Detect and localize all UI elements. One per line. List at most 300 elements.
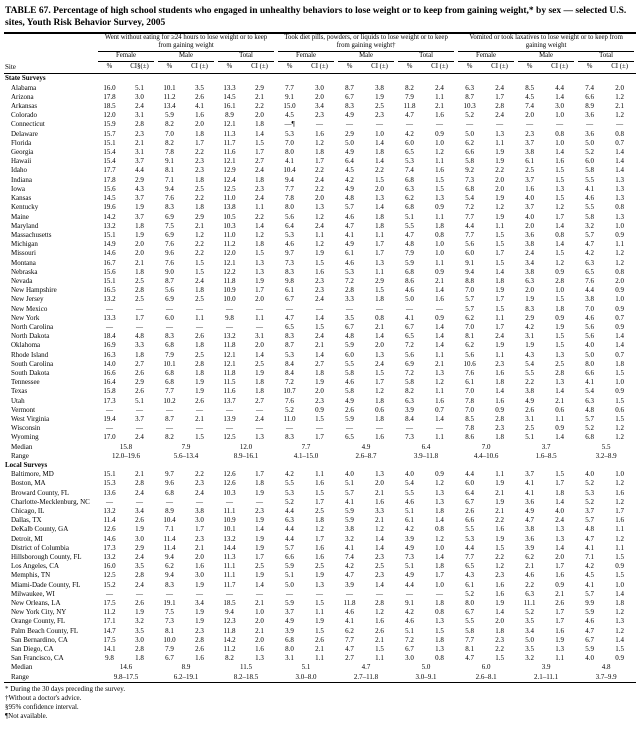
value-cell: 1.0: [555, 286, 564, 295]
value-cell: 3.0: [195, 571, 204, 580]
value-cell: 1.4: [255, 580, 264, 589]
summary-value-cell: 12.0: [239, 442, 253, 451]
value-cell: 8.3: [525, 304, 534, 313]
site-cell: DeKalb County, GA: [11, 525, 69, 534]
value-cell: 1.5: [495, 240, 504, 249]
value-cell: 5.5: [405, 488, 414, 497]
value-cell: 2.6: [465, 507, 474, 515]
value-cell: —: [286, 424, 294, 433]
value-cell: 11.1: [223, 562, 236, 571]
value-cell: 1.1: [615, 543, 624, 552]
table-row: [4, 157, 636, 166]
value-cell: 1.1: [555, 414, 564, 423]
value-cell: 1.2: [615, 249, 624, 258]
value-cell: 0.9: [435, 203, 444, 212]
value-cell: 1.8: [255, 240, 264, 249]
value-cell: —: [466, 120, 474, 129]
value-cell: —: [166, 424, 173, 433]
value-cell: 1.1: [555, 654, 564, 663]
value-cell: 11.8: [343, 599, 356, 608]
value-cell: 1.8: [315, 148, 324, 157]
value-cell: 13.3: [103, 313, 116, 322]
value-cell: 1.9: [195, 378, 204, 387]
value-cell: 2.4: [375, 359, 384, 368]
value-cell: 14.6: [103, 534, 116, 543]
value-cell: 5.8: [585, 212, 594, 221]
value-cell: 1.8: [135, 267, 144, 276]
site-cell: North Carolina: [11, 322, 54, 331]
value-cell: 14.4: [223, 543, 236, 552]
value-cell: 0.9: [555, 313, 564, 322]
value-cell: 4.1: [525, 479, 534, 488]
value-cell: 8.9: [165, 507, 174, 515]
value-cell: 1.5: [315, 488, 324, 497]
value-cell: 2.0: [615, 83, 624, 92]
value-cell: 4.6: [345, 378, 354, 387]
value-cell: 6.8: [405, 203, 414, 212]
value-cell: 5.1: [405, 562, 414, 571]
value-cell: 15.4: [103, 157, 116, 166]
value-cell: 4.4: [555, 83, 564, 92]
value-cell: 1.2: [615, 626, 624, 635]
value-cell: 1.6: [435, 396, 444, 405]
value-cell: 1.1: [495, 470, 504, 479]
value-cell: 2.8: [135, 479, 144, 488]
value-cell: 6.6: [465, 516, 474, 525]
value-cell: 2.1: [315, 341, 324, 350]
value-cell: 0.6: [615, 405, 624, 414]
value-cell: 16.5: [103, 286, 116, 295]
value-cell: 1.9: [495, 148, 504, 157]
site-cell: Georgia: [11, 148, 34, 157]
value-cell: 19.6: [103, 203, 116, 212]
table-header: [4, 33, 636, 74]
sex-header-label: Female: [98, 52, 154, 62]
unit-header-row: [4, 62, 636, 74]
value-cell: 2.1: [315, 645, 324, 654]
value-cell: 5.3: [345, 267, 354, 276]
value-cell: 6.8: [585, 433, 594, 442]
value-cell: 5.3: [285, 488, 294, 497]
value-cell: 1.2: [375, 387, 384, 396]
percent-header: %: [396, 62, 423, 74]
value-cell: 9.6: [165, 249, 174, 258]
site-cell: Utah: [11, 396, 25, 405]
site-cell: Maryland: [11, 221, 39, 230]
value-cell: 13.9: [223, 414, 236, 423]
value-cell: 2.3: [315, 286, 324, 295]
value-cell: 3.8: [525, 387, 534, 396]
value-cell: 11.2: [103, 608, 116, 617]
value-cell: 2.0: [315, 387, 324, 396]
summary-row: [4, 673, 636, 683]
value-cell: 8.3: [285, 267, 294, 276]
value-cell: —: [496, 120, 504, 129]
value-cell: 6.2: [405, 194, 414, 203]
value-cell: 1.6: [195, 654, 204, 663]
value-cell: 4.2: [285, 470, 294, 479]
value-cell: 5.5: [405, 221, 414, 230]
value-cell: 4.4: [465, 470, 474, 479]
value-cell: 2.6: [195, 92, 204, 101]
value-cell: 2.1: [195, 543, 204, 552]
value-cell: 1.4: [555, 497, 564, 506]
table-row: [4, 599, 636, 608]
value-cell: 5.4: [585, 387, 594, 396]
value-cell: 3.6: [525, 230, 534, 239]
value-cell: 2.1: [495, 488, 504, 497]
value-cell: 1.8: [435, 635, 444, 644]
value-cell: 3.6: [585, 129, 594, 138]
value-cell: 5.8: [465, 157, 474, 166]
value-cell: 16.3: [103, 350, 116, 359]
value-cell: 0.9: [555, 267, 564, 276]
value-cell: 8.2: [165, 120, 174, 129]
value-cell: 2.9: [135, 175, 144, 184]
value-cell: 4.4: [285, 507, 294, 515]
value-cell: 10.3: [223, 488, 236, 497]
value-cell: 2.4: [495, 111, 504, 120]
value-cell: 6.2: [465, 138, 474, 147]
table-row: [4, 194, 636, 203]
value-cell: 0.7: [615, 350, 624, 359]
value-cell: 5.7: [585, 516, 594, 525]
value-cell: 2.8: [135, 286, 144, 295]
value-cell: 2.3: [195, 626, 204, 635]
value-cell: 6.8: [405, 267, 414, 276]
site-cell: Alabama: [11, 83, 37, 92]
site-cell: Missouri: [11, 249, 36, 258]
table-row: [4, 489, 636, 498]
summary-value-cell: 3.7–9.9: [595, 672, 617, 681]
value-cell: 9.7: [285, 249, 294, 258]
value-cell: 7.9: [165, 350, 174, 359]
value-cell: 8.2: [405, 83, 414, 92]
value-cell: 3.5: [195, 83, 204, 92]
value-cell: —: [166, 322, 173, 331]
section-title: Local Surveys: [5, 460, 48, 469]
value-cell: 2.6: [525, 405, 534, 414]
value-cell: 4.2: [525, 322, 534, 331]
value-cell: 9.4: [165, 553, 174, 562]
sex-header-row: [4, 52, 636, 62]
value-cell: —: [436, 304, 444, 313]
value-cell: 9.0: [165, 267, 174, 276]
sex-header: [396, 52, 456, 62]
summary-label: Median: [11, 663, 33, 672]
value-cell: 1.0: [555, 111, 564, 120]
value-cell: 1.7: [255, 470, 264, 479]
value-cell: 1.5: [555, 166, 564, 175]
ci-header: CI§(±): [123, 62, 156, 74]
value-cell: 1.3: [315, 203, 324, 212]
value-cell: 8.7: [165, 276, 174, 285]
value-cell: 5.0: [525, 635, 534, 644]
value-cell: 1.3: [435, 194, 444, 203]
value-cell: 3.3: [375, 507, 384, 515]
table-row: [4, 544, 636, 553]
sex-header: [216, 52, 276, 62]
value-cell: 1.5: [615, 571, 624, 580]
site-cell: San Diego, CA: [11, 645, 54, 654]
value-cell: 2.6: [315, 635, 324, 644]
value-cell: 2.1: [375, 516, 384, 525]
value-cell: 3.2: [135, 617, 144, 626]
value-cell: —: [406, 120, 414, 129]
value-cell: —: [346, 120, 354, 129]
value-cell: 1.1: [435, 92, 444, 101]
value-cell: 7.0: [585, 304, 594, 313]
value-cell: 6.8: [285, 635, 294, 644]
value-cell: 6.7: [345, 322, 354, 331]
ci-header: CI (±): [243, 62, 276, 74]
value-cell: 2.2: [255, 212, 264, 221]
value-cell: 4.0: [525, 212, 534, 221]
value-cell: 7.2: [465, 203, 474, 212]
value-cell: 6.4: [285, 221, 294, 230]
value-cell: 5.2: [585, 497, 594, 506]
value-cell: 4.9: [525, 507, 534, 515]
value-cell: 1.9: [255, 368, 264, 377]
value-cell: 15.1: [103, 470, 116, 479]
value-cell: 1.8: [255, 378, 264, 387]
value-cell: 4.6: [405, 497, 414, 506]
value-cell: 6.1: [345, 249, 354, 258]
value-cell: 1.9: [255, 488, 264, 497]
value-cell: 12.5: [103, 571, 116, 580]
value-cell: 1.4: [315, 313, 324, 322]
value-cell: 1.8: [375, 148, 384, 157]
value-cell: 12.3: [223, 617, 236, 626]
table-row: [4, 277, 636, 286]
value-cell: 6.4: [345, 157, 354, 166]
value-cell: 10.3: [223, 221, 236, 230]
value-cell: 1.3: [435, 617, 444, 626]
value-cell: 1.2: [315, 138, 324, 147]
value-cell: 5.1: [135, 396, 144, 405]
value-cell: 1.2: [615, 534, 624, 543]
site-cell: Connecticut: [11, 120, 45, 129]
value-cell: 8.3: [285, 332, 294, 341]
value-cell: 7.8: [465, 424, 474, 433]
value-cell: 2.3: [135, 129, 144, 138]
value-cell: 11.6: [223, 387, 236, 396]
value-cell: 13.2: [103, 507, 116, 515]
value-cell: 1.8: [375, 221, 384, 230]
summary-value-cell: 11.5: [240, 663, 253, 672]
value-cell: 3.0: [315, 83, 324, 92]
value-cell: 1.8: [315, 368, 324, 377]
value-cell: 2.4: [435, 83, 444, 92]
value-cell: 5.2: [465, 111, 474, 120]
value-cell: —: [226, 589, 233, 598]
value-cell: —: [376, 304, 384, 313]
value-cell: 6.8: [165, 368, 174, 377]
value-cell: 4.5: [585, 571, 594, 580]
value-cell: 2.0: [375, 184, 384, 193]
value-cell: 1.3: [255, 433, 264, 442]
percent-header: %: [96, 62, 123, 74]
value-cell: 1.5: [315, 414, 324, 423]
value-cell: 3.0: [195, 516, 204, 525]
value-cell: 4.4: [465, 221, 474, 230]
value-cell: 4.1: [585, 543, 594, 552]
value-cell: 1.4: [495, 608, 504, 617]
value-cell: 1.7: [195, 525, 204, 534]
value-cell: 15.2: [103, 580, 116, 589]
value-cell: 1.1: [255, 313, 264, 322]
value-cell: 15.6: [103, 184, 116, 193]
column-group-label: Went without eating for ≥24 hours to lose weight or to keep from gaining weight: [98, 34, 274, 52]
value-cell: 2.3: [375, 571, 384, 580]
value-cell: 4.1: [585, 378, 594, 387]
value-cell: 12.1: [223, 258, 236, 267]
value-cell: 2.2: [315, 184, 324, 193]
value-cell: 6.2: [465, 313, 474, 322]
value-cell: 1.2: [255, 230, 264, 239]
value-cell: —: [136, 322, 143, 331]
value-cell: 5.6: [405, 350, 414, 359]
value-cell: 4.9: [345, 111, 354, 120]
value-cell: 12.2: [223, 267, 236, 276]
value-cell: 4.3: [135, 184, 144, 193]
percent-header: %: [216, 62, 243, 74]
value-cell: 0.9: [435, 267, 444, 276]
value-cell: 4.1: [585, 184, 594, 193]
value-cell: 10.1: [223, 525, 236, 534]
value-cell: —: [106, 405, 113, 414]
value-cell: 2.2: [315, 166, 324, 175]
value-cell: 1.9: [495, 194, 504, 203]
value-cell: 4.9: [345, 148, 354, 157]
value-cell: 1.0: [435, 138, 444, 147]
value-cell: 15.4: [103, 148, 116, 157]
site-cell: Montana: [11, 258, 36, 267]
value-cell: 1.0: [615, 221, 624, 230]
value-cell: 5.3: [405, 157, 414, 166]
value-cell: 4.7: [345, 571, 354, 580]
value-cell: 1.1: [495, 138, 504, 147]
value-cell: 1.9: [315, 378, 324, 387]
table-row: [4, 387, 636, 396]
table-title: TABLE 67. Percentage of high school students who engaged in unhealthy behaviors to lose weight or to keep from gaining weight,* by sex — selected U.S. sites, Youth Risk Behavior Survey, 2005: [5, 6, 627, 28]
value-cell: 1.7: [495, 322, 504, 331]
value-cell: 4.7: [285, 313, 294, 322]
value-cell: 9.6: [165, 479, 174, 488]
value-cell: 4.8: [135, 332, 144, 341]
value-cell: 1.5: [495, 230, 504, 239]
value-cell: 17.1: [103, 617, 116, 626]
value-cell: 15.9: [103, 120, 116, 129]
summary-value-cell: 15.8: [119, 442, 133, 451]
value-cell: 1.5: [615, 414, 624, 423]
value-cell: 1.6: [555, 571, 564, 580]
value-cell: 1.2: [615, 433, 624, 442]
value-cell: 1.0: [435, 543, 444, 552]
value-cell: 1.8: [435, 599, 444, 608]
value-cell: 2.5: [375, 102, 384, 111]
value-cell: 7.0: [165, 129, 174, 138]
site-cell: Kentucky: [11, 203, 39, 212]
value-cell: 2.3: [255, 507, 264, 515]
value-cell: 1.2: [435, 148, 444, 157]
value-cell: 1.6: [195, 111, 204, 120]
value-cell: 2.4: [495, 332, 504, 341]
value-cell: 12.5: [223, 433, 236, 442]
value-cell: 1.9: [135, 525, 144, 534]
value-cell: 1.4: [375, 543, 384, 552]
value-cell: 13.2: [103, 221, 116, 230]
value-cell: 1.5: [495, 543, 504, 552]
value-cell: 5.7: [345, 488, 354, 497]
value-cell: 7.3: [405, 553, 414, 562]
sex-header: [576, 52, 636, 62]
site-cell: Nebraska: [11, 267, 38, 276]
value-cell: 1.3: [555, 534, 564, 543]
value-cell: —: [406, 424, 414, 433]
value-cell: 5.5: [285, 479, 294, 488]
value-cell: 1.6: [555, 157, 564, 166]
value-cell: —: [286, 304, 294, 313]
value-cell: 8.1: [465, 645, 474, 654]
value-cell: 7.9: [165, 645, 174, 654]
table-row: [4, 176, 636, 185]
value-cell: 15.0: [283, 102, 296, 111]
value-cell: 1.4: [495, 387, 504, 396]
value-cell: 1.7: [495, 92, 504, 101]
value-cell: 17.0: [103, 433, 116, 442]
value-cell: 3.8: [525, 525, 534, 534]
value-cell: 2.6: [195, 396, 204, 405]
value-cell: 1.5: [555, 332, 564, 341]
summary-value-cell: 2.6–8.1: [475, 672, 497, 681]
value-cell: 2.4: [525, 249, 534, 258]
value-cell: 2.5: [375, 562, 384, 571]
ci-header: CI (±): [603, 62, 636, 74]
table-row: [4, 84, 636, 93]
value-cell: 1.9: [555, 635, 564, 644]
value-cell: —: [616, 120, 624, 129]
value-cell: 1.3: [555, 525, 564, 534]
value-cell: 10.2: [163, 396, 176, 405]
value-cell: 1.8: [375, 414, 384, 423]
value-cell: —: [406, 589, 414, 598]
value-cell: 2.5: [135, 276, 144, 285]
value-cell: 8.0: [285, 148, 294, 157]
value-cell: 1.9: [255, 534, 264, 543]
summary-value-cell: 5.6–13.4: [173, 451, 199, 460]
value-cell: 12.5: [223, 184, 236, 193]
table-row: [4, 305, 636, 314]
value-cell: 9.1: [405, 599, 414, 608]
value-cell: 6.3: [465, 83, 474, 92]
value-cell: 10.6: [463, 359, 476, 368]
value-cell: 2.1: [555, 396, 564, 405]
value-cell: 1.8: [495, 626, 504, 635]
value-cell: 1.2: [195, 230, 204, 239]
value-cell: 1.5: [555, 341, 564, 350]
value-cell: 7.5: [165, 221, 174, 230]
site-cell: Charlotte-Mecklenburg, NC: [11, 497, 90, 506]
value-cell: 5.0: [585, 350, 594, 359]
value-cell: 11.7: [223, 138, 236, 147]
value-cell: 5.6: [465, 350, 474, 359]
value-cell: 7.7: [465, 635, 474, 644]
value-cell: 5.3: [285, 129, 294, 138]
value-cell: 0.9: [495, 405, 504, 414]
value-cell: 0.6: [375, 405, 384, 414]
value-cell: 1.9: [525, 295, 534, 304]
